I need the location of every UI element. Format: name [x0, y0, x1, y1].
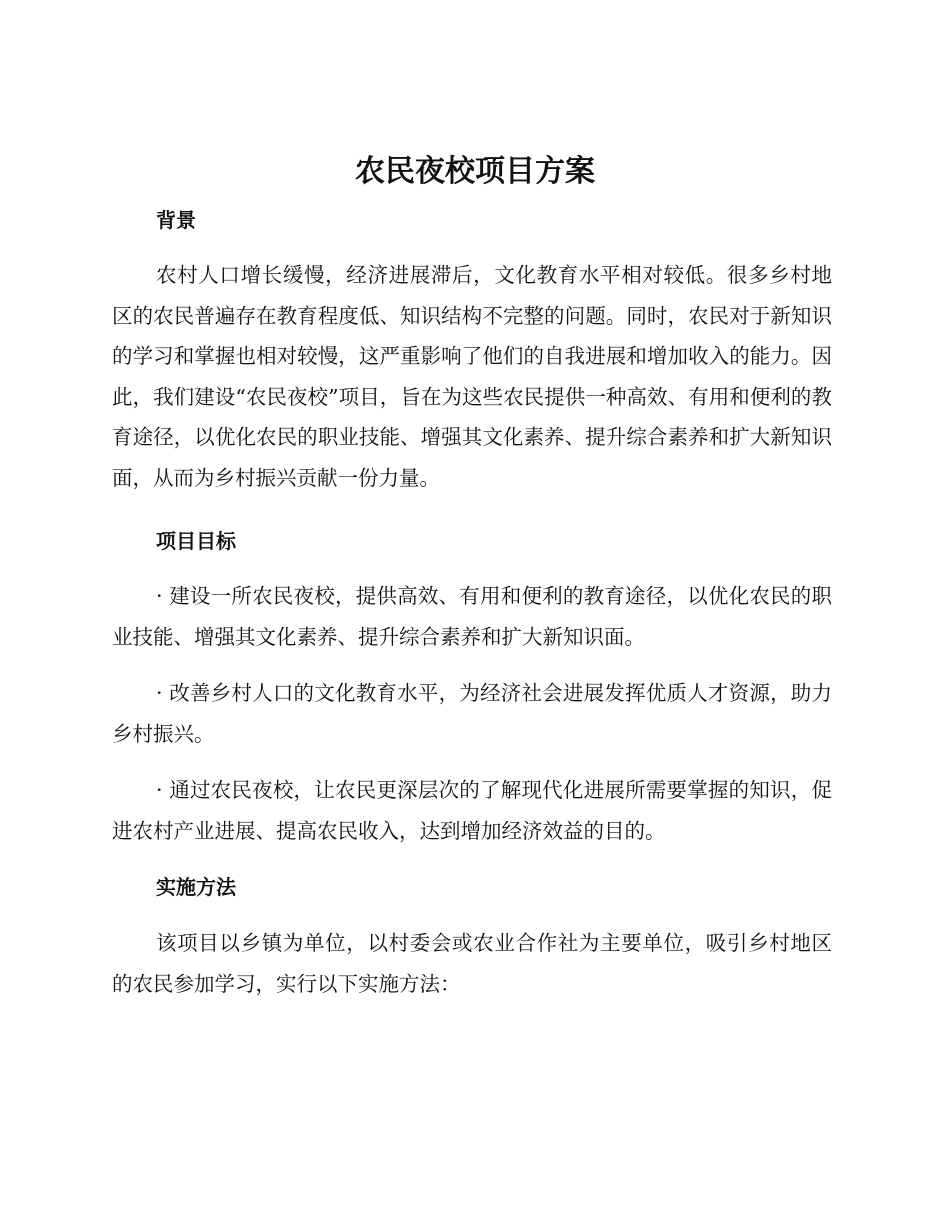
- section-heading-methods: 实施方法: [156, 875, 236, 899]
- page-title: 农民夜校项目方案: [355, 154, 595, 189]
- paragraph-goal-3: · 通过农民夜校，让农民更深层次的了解现代化进展所需要掌握的知识，促进农村产业进展、提高农民收入，达到增加经济效益的目的。: [112, 778, 832, 843]
- section-heading-goals: 项目目标: [156, 529, 236, 553]
- section-heading-background: 背景: [156, 208, 196, 232]
- paragraph-background: 农村人口增长缓慢，经济进展滞后，文化教育水平相对较低。很多乡村地区的农民普遍存在教育程度低、知识结构不完整的问题。同时，农民对于新知识的学习和掌握也相对较慢，这严重影响了他们的自我进展和增加收入的能力。因此，我们建设“农民夜校”项目，旨在为这些农民提供一种高效、有用和便利的教育途径，以优化农民的职业技能、增强其文化素养、提升综合素养和扩大新知识面，从而为乡村振兴贡献一份力量。: [112, 263, 832, 490]
- paragraph-goal-1: · 建设一所农民夜校，提供高效、有用和便利的教育途径，以优化农民的职业技能、增强其文化素养、提升综合素养和扩大新知识面。: [112, 584, 832, 649]
- paragraph-methods: 该项目以乡镇为单位，以村委会或农业合作社为主要单位，吸引乡村地区的农民参加学习，实行以下实施方法：: [112, 931, 832, 996]
- paragraph-goal-2: · 改善乡村人口的文化教育水平，为经济社会进展发挥优质人才资源，助力乡村振兴。: [112, 681, 832, 746]
